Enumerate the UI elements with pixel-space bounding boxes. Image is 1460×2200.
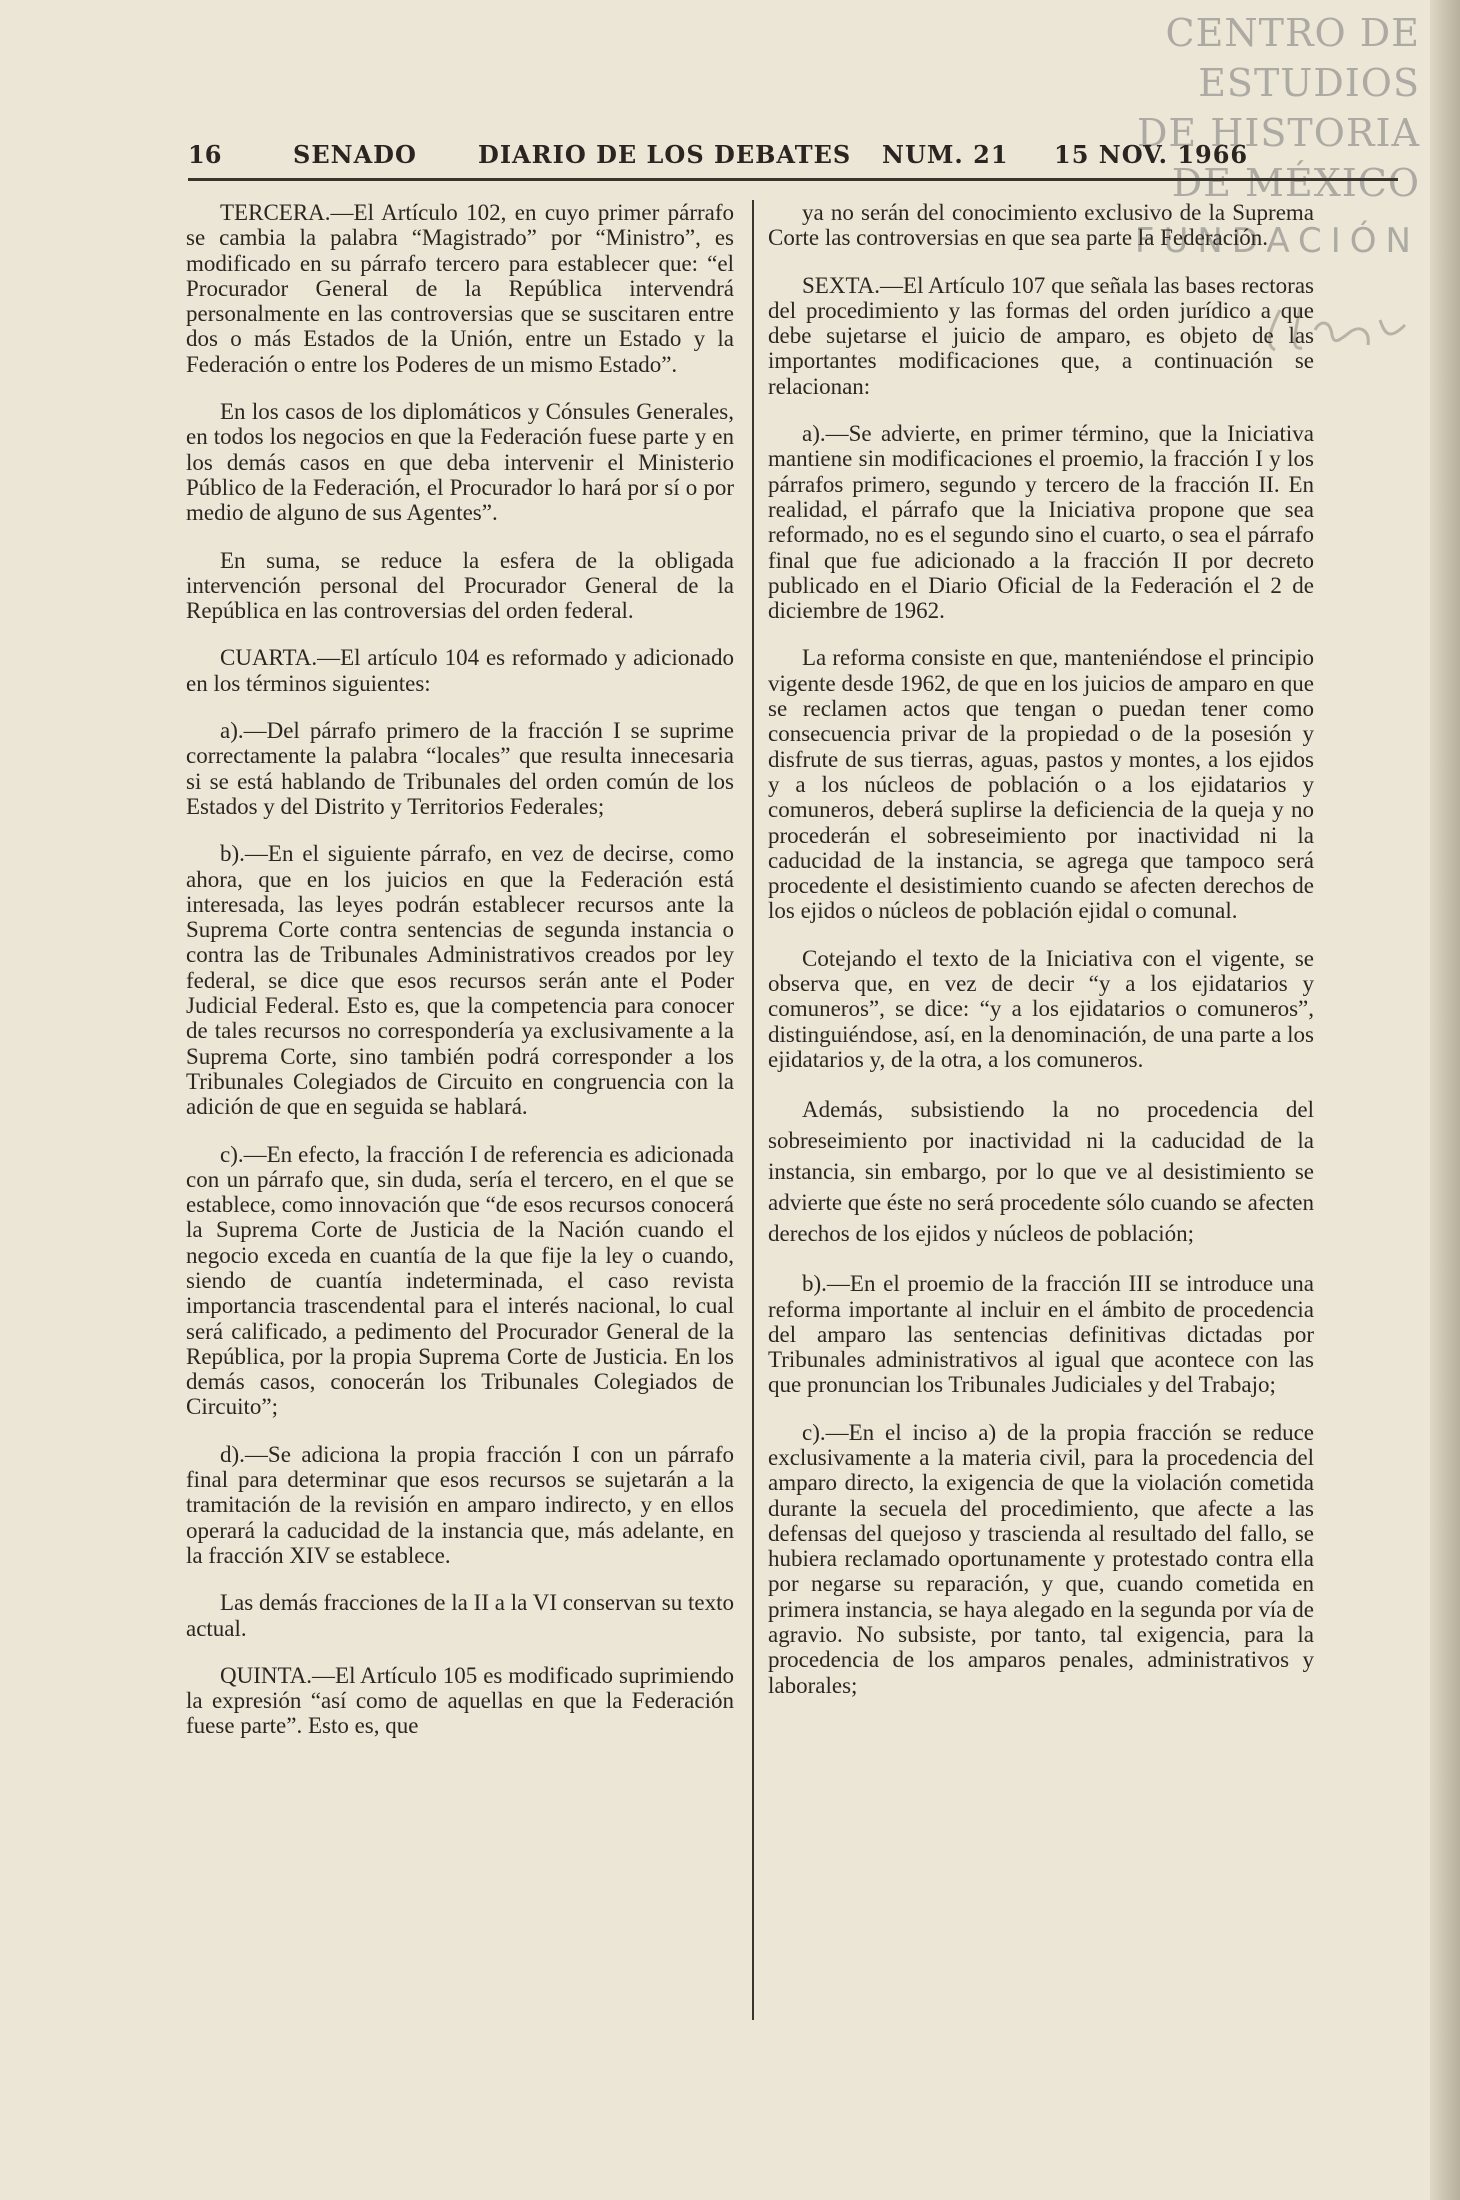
- issue-number: NUM. 21: [882, 140, 1009, 169]
- paragraph-quinta: QUINTA.—El Artículo 105 es modificado suprimiendo la expresión “así como de aquellas en que la Federación fuese parte”. Esto es, que: [186, 1662, 734, 1739]
- paragraph: Cotejando el texto de la Iniciativa con el vigente, se observa que, en vez de decir “y a los ejidatarios y comuneros”, se dice: “y a los ejidatarios o comuneros”, distinguiéndose, así, en la denominación, de una parte a los ejidatarios y, de la otra, a los comuneros.: [768, 945, 1314, 1072]
- paragraph-item-b: b).—En el proemio de la fracción III se introduce una reforma importante al incluir en el ámbito de procedencia del amparo las sentencias definitivas dictadas por Tribunales administrativos al igual que acontece con las que pronuncian los Tribunales Judiciales y del Trabajo;: [768, 1271, 1314, 1398]
- paragraph: En los casos de los diplomáticos y Cónsules Generales, en todos los negocios en que la Federación fuese parte y en los demás casos en que deba intervenir el Ministerio Público de la Federación, el Procurador lo hará por sí o por medio de alguno de sus Agentes”.: [186, 399, 734, 526]
- paragraph: Además, subsistiendo la no procedencia del sobreseimiento por inactividad ni la caducidad de la instancia, sin embargo, por lo que ve al desistimiento se advierte que éste no será procedente sólo cuando se afecten derechos de los ejidos y núcleos de población;: [768, 1097, 1314, 1247]
- paragraph: ya no serán del conocimiento exclusivo de la Suprema Corte las controversias en que sea parte la Federación.: [768, 200, 1314, 251]
- binding-edge: [1430, 0, 1460, 2200]
- paragraph-tercera: TERCERA.—El Artículo 102, en cuyo primer párrafo se cambia la palabra “Magistrado” por “Ministro”, es modificado en su párrafo tercero para establecer que: “el Procurador General de la República intervendrá personalmente en las controversias que se suscitaren entre dos o más Estados de la Unión, entre un Estado y la Federación o entre los Poderes de un mismo Estado”.: [186, 200, 734, 377]
- page-number: 16: [188, 140, 222, 169]
- paragraph-cuarta: CUARTA.—El artículo 104 es reformado y adicionado en los términos siguientes:: [186, 645, 734, 696]
- watermark-line: DE HISTORIA: [1136, 111, 1420, 155]
- paragraph-item-a: a).—Se advierte, en primer término, que la Iniciativa mantiene sin modificaciones el proemio, la fracción I y los párrafos primero, segundo y tercero de la fracción II. En realidad, el párrafo que la Iniciativa propone que sea reformado, no es el segundo sino el cuarto, o sea el párrafo final que fue adicionado a la fracción II por decreto publicado en el Diario Oficial de la Federación el 2 de diciembre de 1962.: [768, 421, 1314, 624]
- page-header: [188, 140, 1368, 180]
- watermark-line: ESTUDIOS: [1198, 61, 1420, 105]
- watermark-line: CENTRO DE: [1165, 11, 1420, 55]
- column-divider: [752, 200, 754, 2020]
- paragraph: En suma, se reduce la esfera de la obligada intervención personal del Procurador General de la República en las controversias del orden federal.: [186, 547, 734, 624]
- paragraph-sexta: SEXTA.—El Artículo 107 que señala las bases rectoras del procedimiento y las formas del orden jurídico a que debe sujetarse el juicio de amparo, es objeto de las importantes modificaciones que, a continuación se relacionan:: [768, 272, 1314, 399]
- paragraph-item-b: b).—En el siguiente párrafo, en vez de decirse, como ahora, que en los juicios en que la Federación está interesada, las leyes podrán establecer recursos ante la Suprema Corte contra sentencias de segunda instancia o contra las de Tribunales Administrativos creados por ley federal, se dice que esos recursos serán ante el Poder Judicial Federal. Esto es, que la competencia para conocer de tales recursos no correspondería ya exclusivamente a la Suprema Corte, sino también podrá corresponder a los Tribunales Colegiados de Circuito en congruencia con la adición de que en seguida se hablará.: [186, 841, 734, 1120]
- paragraph-item-a: a).—Del párrafo primero de la fracción I se suprime correctamente la palabra “locales” que resulta innecesaria si se está hablando de Tribunales del orden común de los Estados y del Distrito y Territorios Federales;: [186, 718, 734, 819]
- watermark-line: FUNDACIÓN: [1134, 221, 1420, 261]
- publication-title: DIARIO DE LOS DEBATES: [478, 140, 852, 169]
- paragraph-item-c: c).—En el inciso a) de la propia fracción se reduce exclusivamente a la materia civil, para la procedencia del amparo directo, la exigencia de que la violación cometida durante la secuela del procedimiento, que afecte a las defensas del quejoso y trascienda al resultado del fallo, se hubiera reclamado oportunamente y protestado contra ella por negarse su reparación, y que, cuando cometida en primera instancia, se haya alegado en la segunda por vía de agravio. No subsiste, por tanto, tal exigencia, para la procedencia de los amparos penales, administrativos y laborales;: [768, 1419, 1314, 1698]
- right-column: [768, 200, 1314, 1698]
- paragraph: La reforma consiste en que, manteniéndose el principio vigente desde 1962, de que en los juicios de amparo en que se reclamen actos que tengan o puedan tener como consecuencia privar de la propiedad o de la posesión y disfrute de sus tierras, aguas, pastos y montes, a los ejidos y a los núcleos de población o a los ejidatarios y comuneros, deberá suplirse la deficiencia de la queja y no procederán el sobreseimiento por inactividad ni la caducidad de la instancia, se agrega que tampoco será procedente el desistimiento cuando se afecten derechos de los ejidos o núcleos de población ejidal o comunal.: [768, 645, 1314, 924]
- header-rule: [188, 178, 1398, 181]
- paragraph-item-c: c).—En efecto, la fracción I de referencia es adicionada con un párrafo que, sin duda, sería el tercero, en el que se establece, como innovación que “de esos recursos conocerá la Suprema Corte de Justicia de la Nación cuando el negocio exceda en cuantía de la que fije la ley o cuando, siendo de cuantía indeterminada, el caso revista importancia trascendental para el interés nacional, lo cual será calificado, a pedimento del Procurador General de la República, por la propia Suprema Corte de Justicia. En los demás casos, conocerán los Tribunales Colegiados de Circuito”;: [186, 1141, 734, 1420]
- chamber-name: SENADO: [293, 140, 417, 169]
- issue-date: 15 NOV. 1966: [1054, 140, 1249, 169]
- left-column: [186, 200, 734, 1739]
- watermark-line: DE MÉXICO: [1171, 161, 1420, 205]
- paragraph-item-d: d).—Se adiciona la propia fracción I con un párrafo final para determinar que esos recursos se sujetarán a la tramitación de la revisión en amparo indirecto, y en ellos operará la caducidad de la instancia que, más adelante, en la fracción XIV se establece.: [186, 1441, 734, 1568]
- paragraph: Las demás fracciones de la II a la VI conservan su texto actual.: [186, 1590, 734, 1641]
